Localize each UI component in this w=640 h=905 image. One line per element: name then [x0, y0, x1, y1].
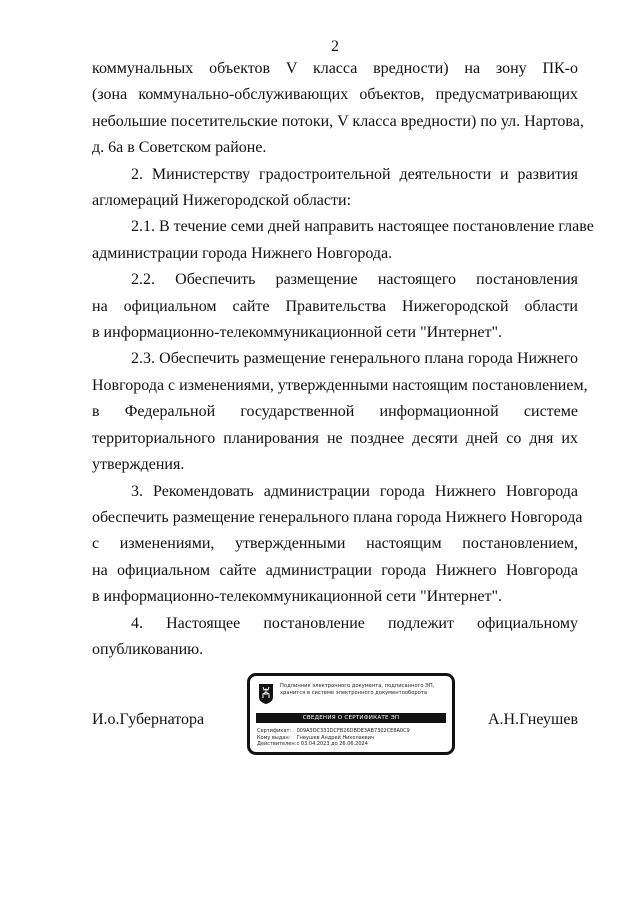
text-line: 2. Министерству градостроительной деятельности и развития [131, 165, 578, 183]
electronic-signature-stamp [247, 673, 455, 755]
paragraph-item-2-1 [92, 214, 594, 267]
text-line: агломераций Нижегородской области: [92, 192, 352, 210]
paragraph-item-2-2 [92, 267, 578, 346]
paragraph-item-2 [92, 162, 578, 215]
text-line: на официальном сайте Правительства Нижегородской области [92, 297, 578, 315]
stamp-value: с 03.04.2023 до 26.06.2024 [296, 741, 368, 748]
text-line: 2.1. В течение семи дней направить настоящее постановление главе [131, 218, 594, 236]
stamp-row-certificate [257, 728, 449, 735]
text-line: на официальном сайте администрации города Нижнего Новгорода [92, 561, 578, 579]
paragraph-item-4 [92, 611, 578, 664]
stamp-label: Действителен: [257, 741, 297, 748]
text-line: 4. Настоящее постановление подлежит официальному [131, 614, 578, 632]
text-line: с изменениями, утвержденными настоящим постановлением, [92, 535, 578, 553]
text-line: в Федеральной государственной информационной системе [92, 403, 578, 421]
stamp-label: Сертификат: [257, 728, 292, 734]
text-line: небольшие посетительские потоки, V класса вредности) по ул. Нартова, [92, 112, 584, 130]
paragraph-item-2-3 [92, 346, 588, 478]
stamp-header: СВЕДЕНИЯ О СЕРТИФИКАТЕ ЭП [256, 713, 446, 723]
text-line: опубликованию. [92, 640, 204, 658]
text-line: территориального планирования не позднее десяти дней со дня их [92, 429, 578, 447]
paragraph-continuation [92, 56, 584, 162]
page-number: 2 [331, 38, 339, 55]
signatory-name: А.Н.Гнеушев [488, 711, 578, 728]
text-line: 3. Рекомендовать администрации города Нижнего Новгорода [131, 482, 578, 500]
text-line: д. 6а в Советском районе. [92, 139, 267, 157]
signatory-position: И.о.Губернатора [92, 711, 205, 728]
text-line: в информационно-телекоммуникационной сети "Интернет". [92, 324, 503, 342]
stamp-value: Гнеушев Андрей Николаевич [296, 734, 374, 741]
text-line: коммунальных объектов V класса вредности) на зону ПК-о [92, 60, 578, 77]
text-line: Новгорода с изменениями, утвержденными настоящим постановлением, [92, 376, 588, 394]
text-line: утверждения. [92, 456, 185, 474]
text-line: 2.3. Обеспечить размещение генерального плана города Нижнего [131, 350, 578, 368]
deer-emblem-icon [258, 683, 274, 705]
stamp-note-line: Подлинник электронного документа, подписанного ЭП, [280, 683, 435, 689]
text-line: 2.2. Обеспечить размещение настоящего постановления [131, 271, 578, 289]
stamp-label: Кому выдан: [257, 734, 291, 741]
text-line: (зона коммунально-обслуживающих объектов, предусматривающих [92, 86, 578, 104]
stamp-value: 009A3DC331DCFB26DBDE3AB7302CE8A0C9 [296, 728, 410, 734]
text-line: обеспечить размещение генерального плана города Нижнего Новгорода [92, 508, 583, 526]
stamp-details [257, 728, 449, 748]
text-line: администрации города Нижнего Новгорода. [92, 244, 393, 262]
text-line: в информационно-телекоммуникационной сети "Интернет". [92, 588, 503, 606]
document-body [92, 56, 594, 663]
paragraph-item-3 [92, 479, 583, 611]
stamp-row-valid [257, 741, 449, 748]
stamp-note [280, 683, 450, 697]
stamp-note-line: хранится в системе электронного документооборота [280, 690, 428, 696]
